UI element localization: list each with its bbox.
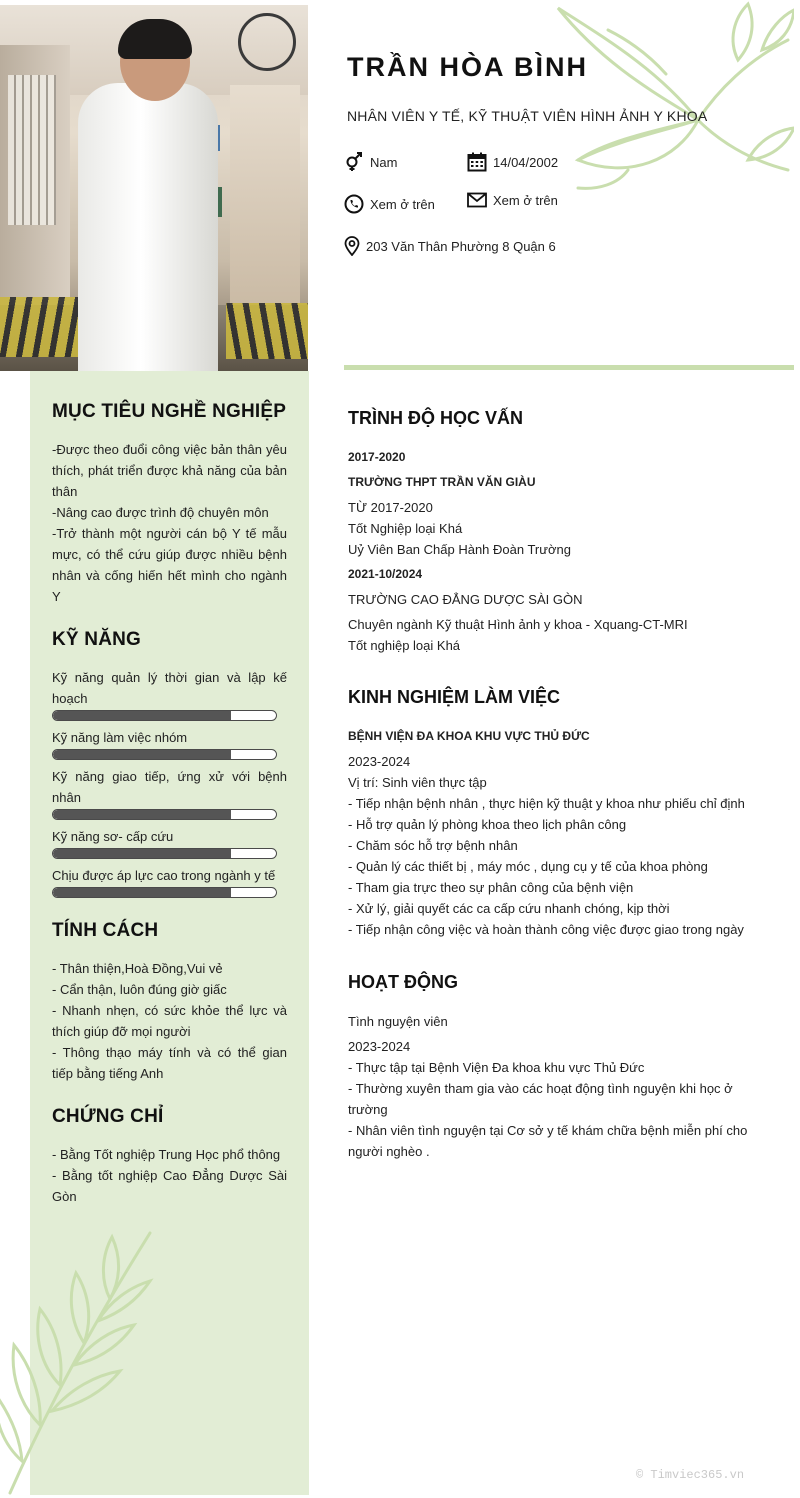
- watermark: © Timviec365.vn: [636, 1468, 745, 1482]
- education-school: TRƯỜNG THPT TRẦN VĂN GIÀU: [348, 475, 536, 489]
- certificate-line: - Bằng tốt nghiệp Cao Đẳng Dược Sài Gòn: [52, 1168, 287, 1204]
- activities-line: - Nhân viên tình nguyện tại Cơ sở y tế khám chữa bệnh miễn phí cho người nghèo .: [348, 1123, 748, 1159]
- personality-line: - Nhanh nhẹn, có sức khỏe thể lực và thích giúp đỡ mọi người: [52, 1003, 287, 1039]
- skills-title: KỸ NĂNG: [52, 629, 142, 650]
- job-title: NHÂN VIÊN Y TẾ, KỸ THUẬT VIÊN HÌNH ẢNH Y KHOA: [347, 108, 708, 124]
- experience-line: - Tiếp nhận công việc và hoàn thành công việc được giao trong ngày: [348, 922, 744, 937]
- experience-period: 2023-2024: [348, 754, 411, 769]
- skill-item: [52, 727, 287, 760]
- activities-role: Tình nguyện viên: [348, 1014, 448, 1029]
- skill-bar: [52, 749, 277, 760]
- profile-photo: [0, 5, 308, 371]
- skill-bar: [52, 710, 277, 721]
- experience-company: BỆNH VIỆN ĐA KHOA KHU VỰC THỦ ĐỨC: [348, 729, 590, 743]
- phone-info: [344, 194, 435, 214]
- education-section: [348, 408, 768, 656]
- skill-bar-fill: [53, 888, 231, 897]
- education-detail: Uỷ Viên Ban Chấp Hành Đoàn Trường: [348, 542, 571, 557]
- activities-section: [348, 972, 768, 1162]
- experience-line: Vị trí: Sinh viên thực tập: [348, 775, 487, 790]
- education-title: TRÌNH ĐỘ HỌC VẤN: [348, 408, 523, 428]
- personality-title: TÍNH CÁCH: [52, 920, 159, 941]
- education-period: 2017-2020: [348, 450, 406, 464]
- experience-title: KINH NGHIỆM LÀM VIỆC: [348, 687, 561, 707]
- education-period: 2021-10/2024: [348, 567, 423, 581]
- gender-value: Nam: [370, 154, 398, 170]
- personality-line: - Thân thiện,Hoà Đồng,Vui vẻ: [52, 961, 223, 976]
- skill-label: Chịu được áp lực cao trong ngành y tế: [52, 868, 276, 883]
- certificate-line: - Bằng Tốt nghiệp Trung Học phổ thông: [52, 1147, 281, 1162]
- leaf-top-icon: [548, 0, 794, 200]
- personality-line: - Thông thạo máy tính và có thể gian tiếp bằng tiếng Anh: [52, 1045, 287, 1081]
- experience-line: - Hỗ trợ quản lý phòng khoa theo lịch phân công: [348, 817, 627, 832]
- location-pin-icon: [344, 236, 360, 256]
- birthday-value: 14/04/2002: [493, 154, 559, 170]
- candidate-name: TRẦN HÒA BÌNH: [347, 52, 588, 82]
- skill-label: Kỹ năng sơ- cấp cứu: [52, 829, 174, 844]
- skill-bar-fill: [53, 711, 231, 720]
- phone-icon: [344, 194, 364, 214]
- certificates-section: [52, 1106, 287, 1207]
- skill-item: [52, 865, 287, 898]
- objective-line: -Trở thành một người cán bộ Y tế mẫu mực, có thể cứu giúp được nhiều bệnh nhân và cống hiến hết mình cho ngành Y: [52, 526, 287, 604]
- experience-line: - Xử lý, giải quyết các ca cấp cứu nhanh chóng, kịp thời: [348, 901, 670, 916]
- education-detail: TỪ 2017-2020: [348, 500, 433, 515]
- calendar-icon: [467, 152, 487, 172]
- skill-bar-fill: [53, 750, 231, 759]
- skill-bar-fill: [53, 849, 231, 858]
- objective-section: [52, 401, 287, 607]
- objective-title: MỤC TIÊU NGHỀ NGHIỆP: [52, 401, 287, 422]
- experience-section: [348, 687, 768, 940]
- activities-title: HOẠT ĐỘNG: [348, 972, 458, 992]
- objective-line: -Được theo đuổi công việc bản thân yêu thích, phát triển được khả năng của bản thân: [52, 442, 287, 499]
- activities-line: - Thực tập tại Bệnh Viện Đa khoa khu vực Thủ Đức: [348, 1060, 645, 1075]
- address-info: [344, 236, 556, 256]
- phone-value: Xem ở trên: [370, 196, 435, 212]
- objective-line: -Nâng cao được trình độ chuyên môn: [52, 505, 269, 520]
- address-value: 203 Văn Thân Phường 8 Quận 6: [366, 238, 556, 254]
- skill-label: Kỹ năng làm việc nhóm: [52, 730, 188, 745]
- skill-bar: [52, 809, 277, 820]
- experience-line: - Tiếp nhận bệnh nhân , thực hiện kỹ thuật y khoa như phiếu chỉ định: [348, 796, 745, 811]
- education-detail: Chuyên ngành Kỹ thuật Hình ảnh y khoa - Xquang-CT-MRI: [348, 617, 688, 632]
- education-school: TRƯỜNG CAO ĐẲNG DƯỢC SÀI GÒN: [348, 592, 583, 607]
- email-info: [467, 192, 558, 208]
- activities-line: - Thường xuyên tham gia vào các hoạt động tình nguyện khi học ở trường: [348, 1081, 733, 1117]
- email-value: Xem ở trên: [493, 192, 558, 208]
- personality-line: - Cẩn thận, luôn đúng giờ giấc: [52, 982, 227, 997]
- skill-bar-fill: [53, 810, 231, 819]
- skill-bar: [52, 848, 277, 859]
- experience-line: - Tham gia trực theo sự phân công của bệnh viện: [348, 880, 634, 895]
- experience-line: - Chăm sóc hỗ trợ bệnh nhân: [348, 838, 518, 853]
- header-divider: [344, 365, 794, 370]
- birthday-info: [467, 152, 558, 172]
- experience-line: - Quản lý các thiết bị , máy móc , dụng cụ y tế của khoa phòng: [348, 859, 708, 874]
- skill-label: Kỹ năng giao tiếp, ứng xử với bệnh nhân: [52, 769, 287, 805]
- personality-section: [52, 920, 287, 1084]
- mail-icon: [467, 192, 487, 208]
- certificates-title: CHỨNG CHỈ: [52, 1106, 164, 1127]
- skills-section: [52, 629, 287, 898]
- leaf-branch-icon: [0, 1225, 160, 1495]
- education-detail: Tốt nghiệp loại Khá: [348, 638, 461, 653]
- education-detail: Tốt Nghiệp loại Khá: [348, 521, 463, 536]
- skill-item: [52, 667, 287, 721]
- skill-item: [52, 826, 287, 859]
- skill-label: Kỹ năng quản lý thời gian và lập kế hoạch: [52, 670, 287, 706]
- gender-info: [344, 152, 397, 172]
- objective-text: [52, 439, 287, 607]
- activities-period: 2023-2024: [348, 1039, 411, 1054]
- gender-icon: [344, 152, 364, 172]
- skill-item: [52, 766, 287, 820]
- skill-bar: [52, 887, 277, 898]
